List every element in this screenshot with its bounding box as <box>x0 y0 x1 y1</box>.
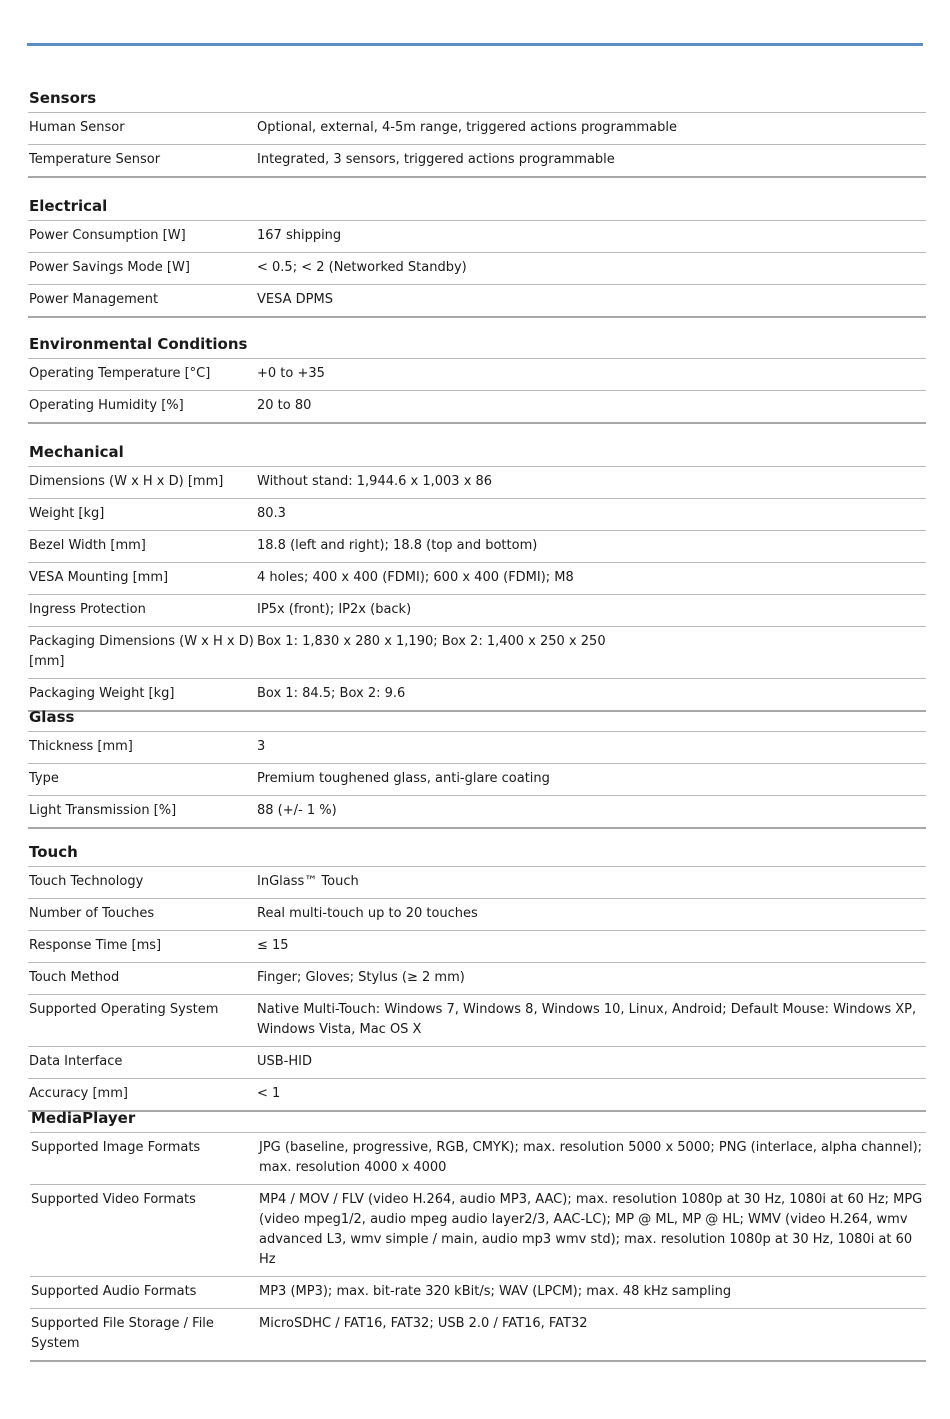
spec-value: ≤ 15 <box>257 931 926 963</box>
spec-label: Number of Touches <box>28 899 257 931</box>
table-row <box>28 563 926 595</box>
spec-label: Accuracy [mm] <box>28 1079 257 1112</box>
spec-label: Supported Operating System <box>28 995 257 1047</box>
table-row <box>28 931 926 963</box>
section-mediaplayer <box>30 1108 926 1362</box>
table-row <box>28 221 926 253</box>
spec-table <box>30 1133 926 1362</box>
spec-label: Human Sensor <box>28 113 257 145</box>
table-row <box>30 1185 926 1277</box>
spec-value: < 1 <box>257 1079 926 1112</box>
section-title: Mechanical <box>28 442 926 467</box>
spec-label: Supported Video Formats <box>30 1185 259 1277</box>
spec-label: Weight [kg] <box>28 499 257 531</box>
spec-value: Optional, external, 4-5m range, triggered actions programmable <box>257 113 926 145</box>
table-row <box>28 995 926 1047</box>
spec-label: Power Consumption [W] <box>28 221 257 253</box>
spec-value: Real multi-touch up to 20 touches <box>257 899 926 931</box>
table-row <box>28 531 926 563</box>
table-row <box>28 796 926 829</box>
section-title: MediaPlayer <box>30 1108 926 1133</box>
spec-value: MicroSDHC / FAT16, FAT32; USB 2.0 / FAT16, FAT32 <box>259 1309 926 1362</box>
table-row <box>28 1047 926 1079</box>
table-row <box>28 867 926 899</box>
section-title: Electrical <box>28 196 926 221</box>
spec-value: Box 1: 84.5; Box 2: 9.6 <box>257 679 926 712</box>
spec-table <box>28 359 926 424</box>
spec-value: InGlass™ Touch <box>257 867 926 899</box>
spec-label: Bezel Width [mm] <box>28 531 257 563</box>
table-row <box>30 1277 926 1309</box>
spec-value: IP5x (front); IP2x (back) <box>257 595 926 627</box>
spec-value: 18.8 (left and right); 18.8 (top and bottom) <box>257 531 926 563</box>
spec-table <box>28 867 926 1112</box>
spec-label: Power Savings Mode [W] <box>28 253 257 285</box>
table-row <box>28 253 926 285</box>
spec-value: Integrated, 3 sensors, triggered actions programmable <box>257 145 926 178</box>
table-row <box>28 1079 926 1112</box>
table-row <box>28 113 926 145</box>
spec-value: 4 holes; 400 x 400 (FDMI); 600 x 400 (FDMI); M8 <box>257 563 926 595</box>
spec-value: 80.3 <box>257 499 926 531</box>
spec-value: 3 <box>257 732 926 764</box>
spec-value: JPG (baseline, progressive, RGB, CMYK); max. resolution 5000 x 5000; PNG (interlace, alpha channel); max. resolution 4000 x 4000 <box>259 1133 926 1185</box>
spec-table <box>28 113 926 178</box>
spec-label: Response Time [ms] <box>28 931 257 963</box>
section-title: Sensors <box>28 88 926 113</box>
table-row <box>28 359 926 391</box>
spec-label: Supported File Storage / File System <box>30 1309 259 1362</box>
spec-table <box>28 732 926 829</box>
table-row <box>28 467 926 499</box>
spec-label: Supported Audio Formats <box>30 1277 259 1309</box>
spec-label: Data Interface <box>28 1047 257 1079</box>
spec-label: Power Management <box>28 285 257 318</box>
spec-value: Native Multi-Touch: Windows 7, Windows 8, Windows 10, Linux, Android; Default Mouse: Windows XP, Windows Vista, Mac OS X <box>257 995 926 1047</box>
section-title: Touch <box>28 842 926 867</box>
spec-label: Light Transmission [%] <box>28 796 257 829</box>
spec-label: Ingress Protection <box>28 595 257 627</box>
table-row <box>30 1133 926 1185</box>
table-row <box>28 899 926 931</box>
spec-label: Operating Temperature [°C] <box>28 359 257 391</box>
header-divider <box>27 43 923 46</box>
table-row <box>28 732 926 764</box>
spec-label: Temperature Sensor <box>28 145 257 178</box>
section-title: Environmental Conditions <box>28 334 926 359</box>
section-environmental-conditions <box>28 334 926 424</box>
table-row <box>28 499 926 531</box>
spec-value: VESA DPMS <box>257 285 926 318</box>
spec-value: Finger; Gloves; Stylus (≥ 2 mm) <box>257 963 926 995</box>
spec-value: Without stand: 1,944.6 x 1,003 x 86 <box>257 467 926 499</box>
table-row <box>30 1309 926 1362</box>
spec-label: Supported Image Formats <box>30 1133 259 1185</box>
spec-table <box>28 467 926 712</box>
table-row <box>28 764 926 796</box>
spec-value: MP4 / MOV / FLV (video H.264, audio MP3, AAC); max. resolution 1080p at 30 Hz, 1080i at 60 Hz; MPG (video mpeg1/2, audio mpeg audio layer2/3, AAC-LC); MP @ ML, MP @ HL; WMV (video H.264, wmv advanced L3, wmv simple / main, audio mp3 wmv std); max. resolution 1080p at 30 Hz, 1080i at 60 Hz <box>259 1185 926 1277</box>
spec-label: Dimensions (W x H x D) [mm] <box>28 467 257 499</box>
section-touch <box>28 842 926 1112</box>
spec-value: 88 (+/- 1 %) <box>257 796 926 829</box>
spec-label: Thickness [mm] <box>28 732 257 764</box>
section-glass <box>28 707 926 829</box>
spec-value: 20 to 80 <box>257 391 926 424</box>
section-title: Glass <box>28 707 926 732</box>
section-electrical <box>28 196 926 318</box>
section-sensors <box>28 88 926 178</box>
spec-label: Packaging Weight [kg] <box>28 679 257 712</box>
spec-value: USB-HID <box>257 1047 926 1079</box>
spec-label: VESA Mounting [mm] <box>28 563 257 595</box>
spec-value: < 0.5; < 2 (Networked Standby) <box>257 253 926 285</box>
table-row <box>28 595 926 627</box>
spec-value: MP3 (MP3); max. bit-rate 320 kBit/s; WAV (LPCM); max. 48 kHz sampling <box>259 1277 926 1309</box>
spec-value: Box 1: 1,830 x 280 x 1,190; Box 2: 1,400 x 250 x 250 <box>257 627 926 679</box>
table-row <box>28 963 926 995</box>
spec-table <box>28 221 926 318</box>
spec-label: Type <box>28 764 257 796</box>
table-row <box>28 145 926 178</box>
spec-value: 167 shipping <box>257 221 926 253</box>
spec-value: Premium toughened glass, anti-glare coating <box>257 764 926 796</box>
table-row <box>28 391 926 424</box>
spec-label: Packaging Dimensions (W x H x D) [mm] <box>28 627 257 679</box>
spec-value: +0 to +35 <box>257 359 926 391</box>
spec-label: Touch Technology <box>28 867 257 899</box>
section-mechanical <box>28 442 926 712</box>
spec-label: Touch Method <box>28 963 257 995</box>
spec-label: Operating Humidity [%] <box>28 391 257 424</box>
table-row <box>28 285 926 318</box>
table-row <box>28 627 926 679</box>
